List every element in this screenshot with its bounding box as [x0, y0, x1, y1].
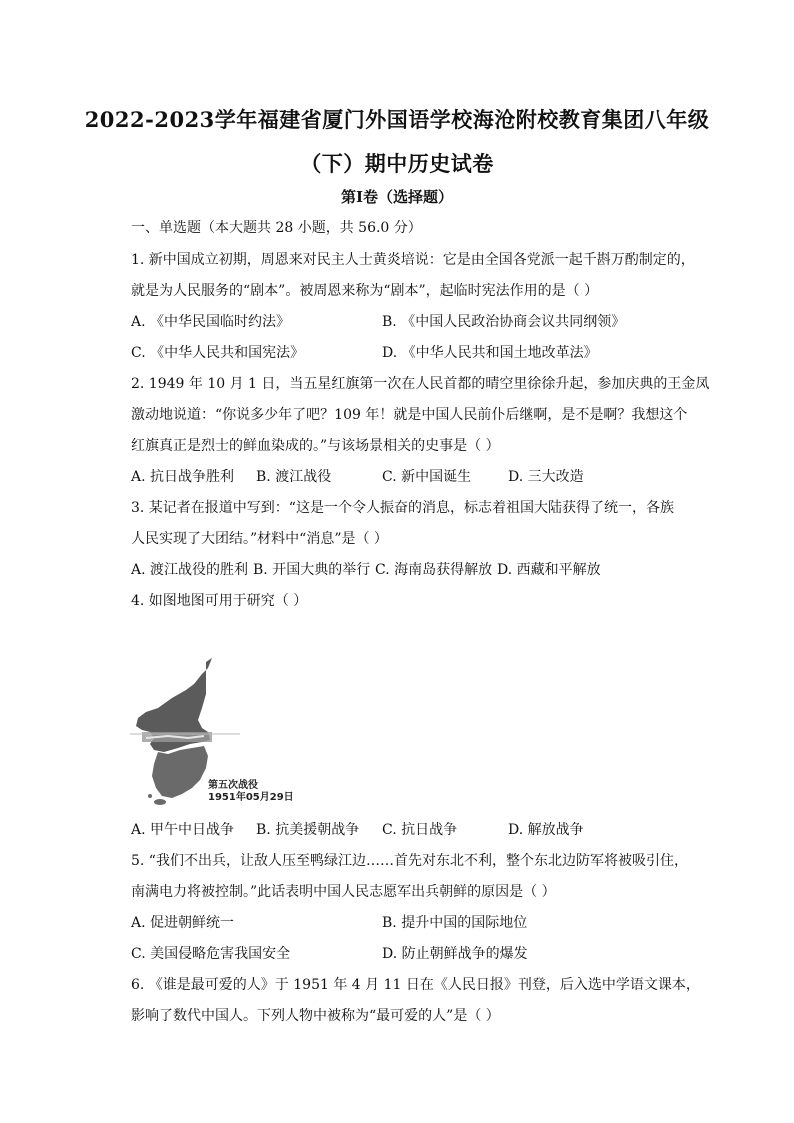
q5-option-b: B. 提升中国的国际地位	[382, 915, 528, 931]
exam-title-line1: 2022-2023学年福建省厦门外国语学校海沧附校教育集团八年级	[84, 107, 710, 132]
q5-stem-line2: 南满电力将被控制。”此话表明中国人民志愿军出兵朝鲜的原因是（ ）	[131, 884, 556, 900]
q2-stem-line1: 2. 1949 年 10 月 1 日，当五星红旗第一次在人民首都的晴空里徐徐升起，参加庆典的王金凤	[131, 376, 710, 392]
korea-war-map-image	[128, 648, 300, 808]
q3-option-d: D. 西藏和平解放	[497, 562, 601, 578]
q2-stem-line3: 红旗真正是烈士的鲜血染成的。”与该场景相关的史事是（ ）	[131, 438, 500, 454]
q1-option-b: B. 《中国人民政治协商会议共同纲领》	[382, 314, 626, 330]
q1-option-a: A. 《中华民国临时约法》	[131, 314, 291, 330]
map-south-region	[152, 746, 208, 798]
q5-option-d: D. 防止朝鲜战争的爆发	[382, 946, 528, 962]
q4-option-d: D. 解放战争	[508, 822, 584, 838]
map-island-jeju	[154, 799, 166, 805]
volume-heading: 第Ⅰ卷（选择题）	[340, 188, 454, 206]
q2-option-b: B. 渡江战役	[256, 469, 332, 485]
map-island-small	[148, 794, 152, 798]
section-heading: 一、单选题（本大题共 28 小题，共 56.0 分）	[131, 220, 422, 236]
q2-option-c: C. 新中国诞生	[382, 469, 472, 485]
q4-option-a: A. 甲午中日战争	[131, 822, 235, 838]
q6-stem-line1: 6. 《谁是最可爱的人》于 1951 年 4 月 11 日在《人民日报》刊登，后入选中学语文课本，	[131, 977, 700, 993]
map-front-arrows	[146, 736, 204, 738]
q1-option-d: D. 《中华人民共和国土地改革法》	[382, 345, 598, 361]
q5-stem-line1: 5. “我们不出兵，让敌人压至鸭绿江边……首先对东北不利，整个东北边防军将被吸引住，	[131, 853, 688, 869]
q3-option-b: B. 开国大典的举行	[253, 562, 371, 578]
q3-option-c: C. 海南岛获得解放	[375, 562, 493, 578]
q4-stem-line1: 4. 如图地图可用于研究（ ）	[131, 593, 308, 609]
q3-stem-line1: 3. 某记者在报道中写到：“这是一个令人振奋的消息，标志着祖国大陆获得了统一，各族	[131, 500, 674, 516]
q3-option-a: A. 渡江战役的胜利	[131, 562, 249, 578]
q2-stem-line2: 激动地说道：“你说多少年了吧？109 年！就是中国人民前仆后继啊，是不是啊？我想这个	[131, 407, 688, 423]
map-label-battle: 第五次战役	[208, 780, 258, 791]
q4-option-b: B. 抗美援朝战争	[256, 822, 360, 838]
q1-stem-line1: 1. 新中国成立初期，周恩来对民主人士黄炎培说：它是由全国各党派一起千斟万酌制定的，	[131, 252, 695, 268]
q1-option-c: C. 《中华人民共和国宪法》	[131, 345, 305, 361]
q2-option-d: D. 三大改造	[508, 469, 584, 485]
map-label-date: 1951年05月29日	[208, 792, 294, 803]
exam-title-line2: （下）期中历史试卷	[300, 151, 494, 176]
q3-stem-line2: 人民实现了大团结。”材料中“消息”是（ ）	[131, 531, 388, 547]
q1-stem-line2: 就是为人民服务的“剧本”。被周恩来称为“剧本”，起临时宪法作用的是（ ）	[131, 283, 599, 299]
q5-option-a: A. 促进朝鲜统一	[131, 915, 235, 931]
q6-stem-line2: 影响了数代中国人。下列人物中被称为“最可爱的人”是（ ）	[131, 1008, 500, 1024]
q2-option-a: A. 抗日战争胜利	[131, 469, 235, 485]
q4-option-c: C. 抗日战争	[382, 822, 458, 838]
q5-option-c: C. 美国侵略危害我国安全	[131, 946, 291, 962]
